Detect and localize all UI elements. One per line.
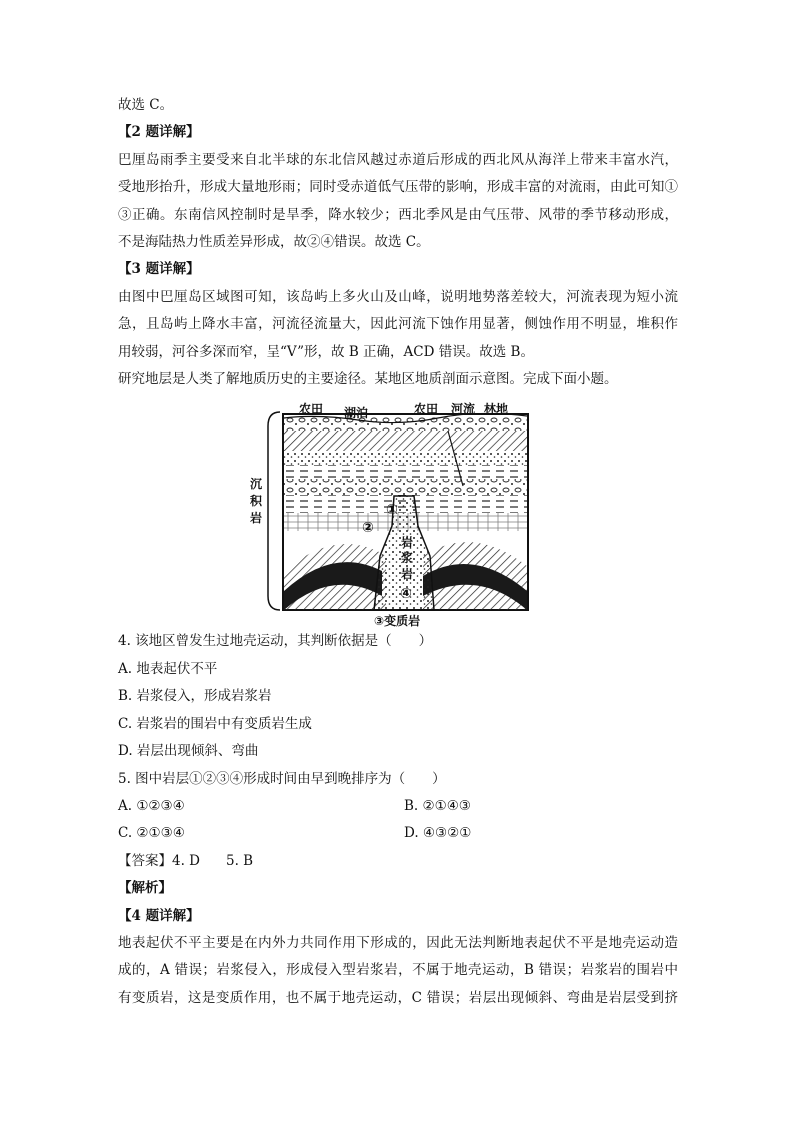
question-4-option-c: C. 岩浆岩的围岩中有变质岩生成 xyxy=(118,715,312,732)
layer-4-label: ④ xyxy=(400,586,412,603)
section-heading-4: 【4 题详解】 xyxy=(118,907,200,924)
answer-line xyxy=(118,848,678,875)
question-intro: 研究地层是人类了解地质历史的主要途径。某地区地质剖面示意图。完成下面小题。 xyxy=(118,371,618,388)
magma-rock-label: 岩浆岩 xyxy=(401,535,414,582)
paragraph-line: 有变质岩，这是变质作用，也不属于地壳运动，C 错误；岩层出现倾斜、弯曲是岩层受到挤 xyxy=(118,989,678,1006)
analysis-heading: 【解析】 xyxy=(118,880,172,897)
forest-label: 林地 xyxy=(484,402,509,417)
paragraph-line: 急，且岛屿上降水丰富，河流径流量大，因此河流下蚀作用显著，侧蚀作用不明显，堆积作 xyxy=(118,316,678,333)
answer-label: 【答案】4. D xyxy=(118,852,200,869)
river-label: 河流 xyxy=(451,402,476,417)
question-4-option-b: B. 岩浆侵入，形成岩浆岩 xyxy=(118,688,272,705)
question-4-option-a: A. 地表起伏不平 xyxy=(118,660,218,677)
question-4-option-d: D. 岩层出现倾斜、弯曲 xyxy=(118,743,259,760)
section-heading-2: 【2 题详解】 xyxy=(118,124,200,141)
question-5-option-d: D. ④③②① xyxy=(404,825,472,842)
paragraph-line: ③正确。东南信风控制时是旱季，降水较少；西北季风是由气压带、风带的季节移动形成， xyxy=(118,206,678,223)
geologic-profile-drawing xyxy=(118,396,678,628)
paragraph-line: 用较弱，河谷多深而窄，呈“V”形，故 B 正确，ACD 错误。故选 B。 xyxy=(118,343,534,360)
document-page xyxy=(118,92,678,1012)
question-5-option-c: C. ②①③④ xyxy=(118,825,185,842)
question-5-options-row-1 xyxy=(118,793,678,820)
layer-2-label: ② xyxy=(362,520,374,537)
farmland-label-2: 农田 xyxy=(414,402,439,417)
sedimentary-rock-label: 沉积岩 xyxy=(250,477,263,526)
metamorphic-rock-label: ③变质岩 xyxy=(374,614,421,629)
geologic-profile-figure xyxy=(118,396,678,628)
paragraph-line: 地表起伏不平主要是在内外力共同作用下形成的，因此无法判断地表起伏不平是地壳运动造 xyxy=(118,934,678,951)
text-line: 故选 C。 xyxy=(118,97,174,113)
paragraph-line: 受地形抬升，形成大量地形雨；同时受赤道低气压带的影响，形成丰富的对流雨，由此可知① xyxy=(118,179,678,196)
question-5-stem: 5. 图中岩层①②③④形成时间由早到晚排序为（ ） xyxy=(118,770,446,787)
paragraph-line: 成的，A 错误；岩浆侵入，形成侵入型岩浆岩，不属于地壳运动，B 错误；岩浆岩的围岩中 xyxy=(118,962,678,979)
question-5-option-b: B. ②①④③ xyxy=(404,797,471,814)
farmland-label: 农田 xyxy=(299,402,324,417)
lake-label: 湖泊 xyxy=(344,406,369,421)
paragraph-line: 巴厘岛雨季主要受来自北半球的东北信风越过赤道后形成的西北风从海洋上带来丰富水汽， xyxy=(118,151,678,168)
question-4-stem: 4. 该地区曾发生过地壳运动，其判断依据是（ ） xyxy=(118,633,433,650)
paragraph-line: 不是海陆热力性质差异形成，故②④错误。故选 C。 xyxy=(118,234,430,251)
paragraph-line: 由图中巴厘岛区域图可知，该岛屿上多火山及山峰，说明地势落差较大，河流表现为短小流 xyxy=(118,288,678,305)
question-5-options-row-2 xyxy=(118,820,678,847)
answer-second: 5. B xyxy=(226,852,254,869)
layer-1-label: ① xyxy=(386,502,398,519)
question-5-option-a: A. ①②③④ xyxy=(118,797,185,814)
section-heading-3: 【3 题详解】 xyxy=(118,261,200,278)
